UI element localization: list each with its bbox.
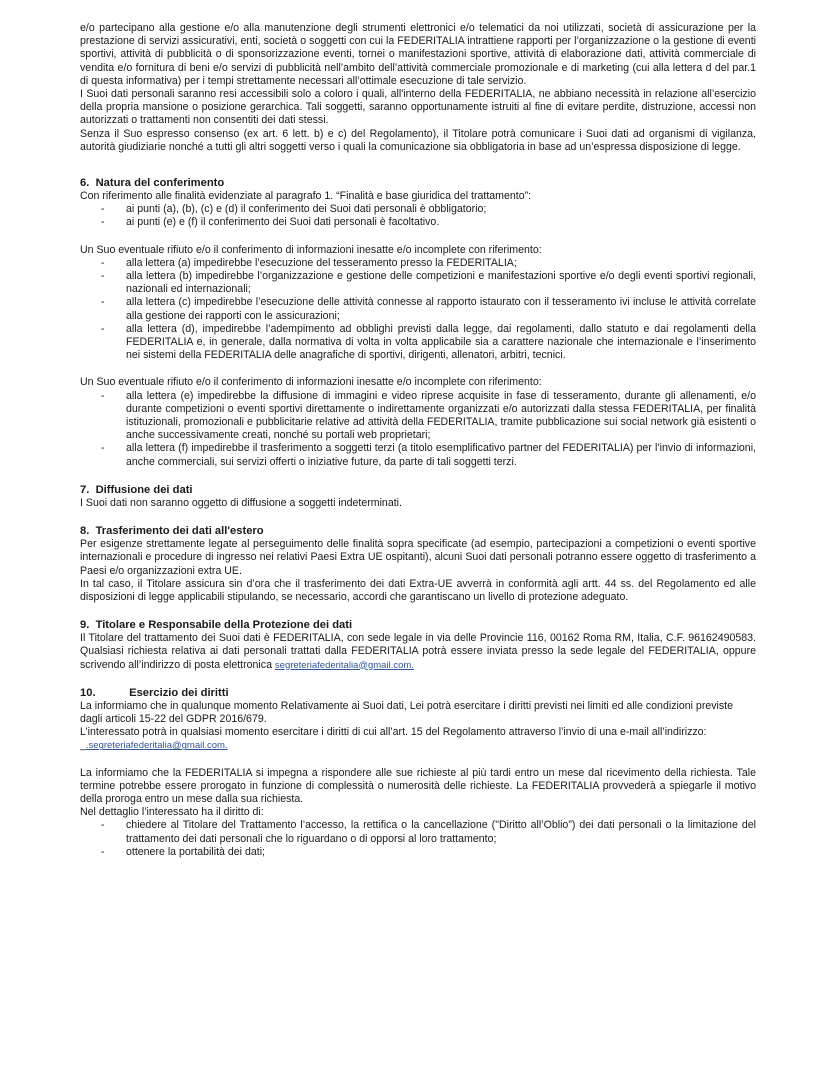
- section-title: Titolare e Responsabile della Protezione dei dati: [95, 619, 353, 632]
- document-page: [80, 22, 756, 859]
- section-8-paragraph-1: Per esigenze strettamente legate al perseguimento delle finalità sopra specificate (ad esempio, partecipazioni a competizioni o eventi sportive internazionali e procedure di ingresso nei relativi Paesi Extra UE ospitanti), alcuni Suoi dati personali potranno essere oggetto di trasferimento a Paesi e/o organizzazioni extra UE.: [80, 538, 756, 577]
- section-title: Trasferimento dei dati all'estero: [95, 525, 264, 538]
- section-10-list: [80, 819, 756, 859]
- email-link[interactable]: segreteriafederitalia@gmail.com.: [274, 659, 414, 671]
- list-item: - alla lettera (b) impedirebbe l’organizzazione e gestione delle competizioni e manifestazioni sportive e/o degli eventi sportivi regionali, nazionali ed internazionali;: [126, 270, 756, 296]
- list-item: - alla lettera (e) impedirebbe la diffusione di immagini e video riprese acquisite in fase di tesseramento, durante gli allenamenti, e/o durante competizioni o eventi sportivi direttamente o indirettamente organizzati e/o autorizzati dalla stessa FEDERITALIA, per finalità istituzionali, promozionali e pubblicitarie relative ad attività della FEDERITALIA, tramite pubblicazione sui social network già esistenti o anche successivamente creati, nonché su portali web proprietari;: [126, 390, 756, 443]
- section-6-lead-2: Un Suo eventuale rifiuto e/o il conferimento di informazioni inesatte e/o incomplete con riferimento:: [80, 243, 542, 256]
- section-number: 10.: [80, 686, 96, 699]
- section-10-text: L’interessato potrà in qualsiasi momento esercitare i diritti di cui all’art. 15 del Regolamento attraverso l’invio di una e-mail all’indirizzo: _: [80, 726, 707, 752]
- intro-paragraph-2: I Suoi dati personali saranno resi accessibili solo a coloro i quali, all'interno della FEDERITALIA, ne abbiano necessità in relazione all’esercizio della propria mansione o posizione gerarchica. Tali soggetti, saranno opportunamente istruiti al fine di evitare perdite, distruzione, accessi non autorizzati o trattamenti non consentiti dei dati stessi.: [80, 88, 756, 127]
- section-10-paragraph-1: La informiamo che in qualunque momento Relativamente ai Suoi dati, Lei potrà esercitare i diritti previsti nei limiti ed alle condizioni previste dagli articoli 15-22 del GDPR 2016/679.: [80, 699, 734, 725]
- section-6-list-3: [80, 390, 756, 469]
- email-link[interactable]: .segreteriafederitalia@gmail.com.: [85, 740, 228, 752]
- section-10-paragraph-3: La informiamo che la FEDERITALIA si impegna a rispondere alle sue richieste al più tardi entro un mese dal ricevimento della richiesta. Tale termine potrebbe essere prorogato in funzione di complessità o numerosità delle richieste. La FEDERITALIA provvederà a spiegarle il motivo della proroga entro un mese dalla sua richiesta.: [80, 766, 756, 805]
- list-item: - chiedere al Titolare del Trattamento l’accesso, la rettifica o la cancellazione ("Diritto all’Oblio”) dei dati personali o la limitazione del trattamento dei dati personali che lo riguardano o di opporsi al loro trattamento;: [126, 819, 756, 845]
- section-8-heading: [80, 524, 756, 538]
- section-6-list-2: [80, 257, 756, 363]
- list-item: - alla lettera (d), impedirebbe l’adempimento ad obblighi previsti dalla legge, dai regolamenti, dallo statuto e dai regolamenti della FEDERITALIA e, in generale, dalla normativa di volta in volta applicabile sia a carattere nazionale che internazionale e l’inserimento nei sistemi della FEDERITALIA delle anagrafiche di sportivi, dirigenti, allenatori, arbitri, tecnici.: [126, 323, 756, 363]
- section-7-body: I Suoi dati non saranno oggetto di diffusione a soggetti indeterminati.: [80, 496, 402, 509]
- section-6-heading: [80, 176, 756, 190]
- section-title: Diffusione dei dati: [95, 483, 193, 496]
- section-10-paragraph-2: [80, 726, 756, 752]
- section-6-lead-3: Un Suo eventuale rifiuto e/o il conferimento di informazioni inesatte e/o incomplete con riferimento:: [80, 376, 542, 389]
- section-number: 6.: [80, 177, 90, 190]
- section-9-body: [80, 632, 756, 672]
- section-number: 9.: [80, 619, 90, 632]
- section-number: 8.: [80, 525, 90, 538]
- intro-paragraph-3: Senza il Suo espresso consenso (ex art. 6 lett. b) e c) del Regolamento), il Titolare potrà comunicare i Suoi dati ad organismi di vigilanza, autorità giudiziarie nonché a tutti gli altri soggetti verso i quali la comunicazione sia obbligatoria in base ad un’espressa disposizione di legge.: [80, 127, 756, 153]
- section-9-text: Il Titolare del trattamento dei Suoi dati è FEDERITALIA, con sede legale in via delle Provincie 116, 00162 Roma RM, Italia, C.F. 96162490583. Qualsiasi richiesta relativa ai dati personali trattati dalla FEDERITALIA potrà essere inviata presso la sede legale del FEDERITALIA, oppure scrivendo all’indirizzo di posta elettronica: [80, 632, 756, 671]
- section-7-heading: [80, 483, 756, 497]
- section-title: Esercizio dei diritti: [129, 686, 229, 699]
- list-item: - ai punti (e) e (f) il conferimento dei Suoi dati personali è facoltativo.: [126, 216, 756, 229]
- section-10-heading: [80, 686, 756, 700]
- list-item: - alla lettera (f) impedirebbe il trasferimento a soggetti terzi (a titolo esemplificativo partner del FEDERITALIA) per l’invio di informazioni, anche commerciali, sui servizi offerti o iniziative future, da parte di tali soggetti terzi.: [126, 442, 756, 468]
- list-item: - alla lettera (a) impedirebbe l’esecuzione del tesseramento presso la FEDERITALIA;: [126, 257, 756, 270]
- section-title: Natura del conferimento: [95, 177, 225, 190]
- list-item: - ottenere la portabilità dei dati;: [126, 846, 756, 859]
- section-9-heading: [80, 618, 756, 632]
- section-6-list: [80, 203, 756, 229]
- section-10-paragraph-4: Nel dettaglio l’interessato ha il diritto di:: [80, 806, 264, 819]
- intro-paragraph-1: e/o partecipano alla gestione e/o alla manutenzione degli strumenti elettronici e/o telematici da noi utilizzati, società di assicurazione per la prestazione di servizi assicurativi, enti, società o soggetti con cui la FEDERITALIA intrattiene rapporti per l’organizzazione o la gestione di eventi sportivi, attività di pubblicità o di sponsorizzazione eventi, tornei o manifestazioni sportive, attività di elaborazione dati, attività commerciale di vendita e/o fornitura di beni e/o servizi di pubblicità nell’ambito dell’attività commerciale promozionale e di marketing (cui alla lettera d del par.1 di questa informativa) per i tempi strettamente necessari all’ottimale esecuzione di tale servizio.: [80, 22, 756, 87]
- section-8-paragraph-2: In tal caso, il Titolare assicura sin d’ora che il trasferimento dei dati Extra-UE avverrà in conformità agli artt. 44 ss. del Regolamento ed alle disposizioni di legge applicabili stipulando, se necessario, accordi che garantiscano un livello di protezione adeguato.: [80, 577, 756, 603]
- list-item: - ai punti (a), (b), (c) e (d) il conferimento dei Suoi dati personali è obbligatorio;: [126, 203, 756, 216]
- section-6-lead: Con riferimento alle finalità evidenziate al paragrafo 1. “Finalità e base giuridica del trattamento”:: [80, 190, 532, 203]
- section-number: 7.: [80, 483, 90, 496]
- list-item: - alla lettera (c) impedirebbe l’esecuzione delle attività connesse al rapporto istaurato con il tesseramento ivi incluse le attività correlate alla gestione dei rapporti con le assicurazioni;: [126, 296, 756, 322]
